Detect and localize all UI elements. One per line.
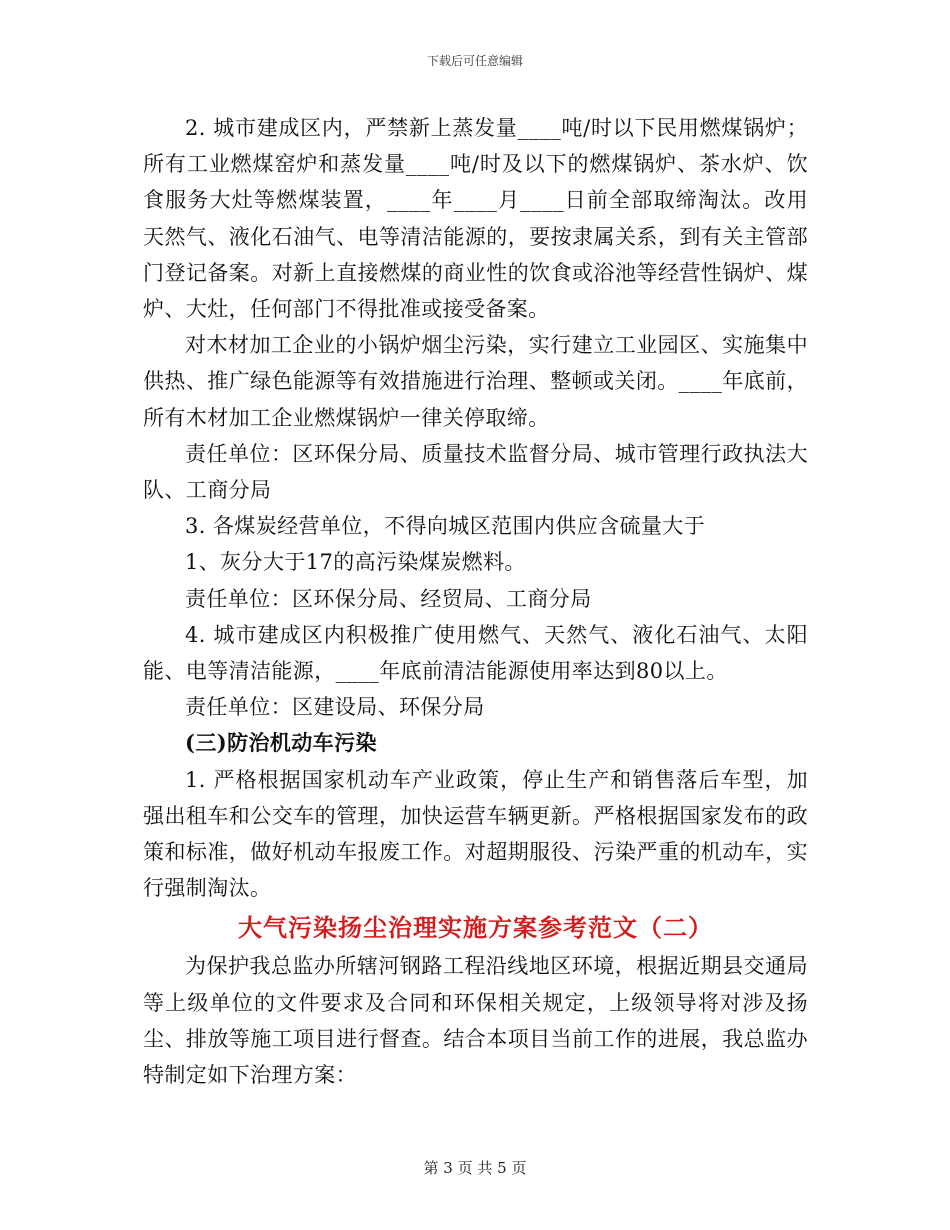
paragraph-ash-content: 1、灰分大于17的高污染煤炭燃料。 — [185, 550, 526, 575]
paragraph-responsible-units: 责任单位：区建设局、环保分局 — [185, 695, 485, 720]
page-footer: 第 3 页 共 5 页 — [423, 1159, 527, 1177]
section-heading: (三)防治机动车污染 — [185, 730, 377, 756]
paragraph-responsible-units: 责任单位：区环保分局、经贸局、工商分局 — [185, 586, 592, 611]
document-body — [143, 110, 808, 1093]
paragraph-wood-processing: 对木材加工企业的小锅炉烟尘污染，实行建立工业园区、实施集中供热、推广绿色能源等有效措施进行治理、整顿或关闭。____年底前，所有木材加工企业燃煤锅炉一律关停取缔。 — [143, 333, 808, 430]
paragraph-responsible-units: 责任单位：区环保分局、质量技术监督分局、城市管理行政执法大队、工商分局 — [143, 441, 808, 503]
page-header: 下载后可任意编辑 — [426, 54, 523, 68]
paragraph-intro: 为保护我总监办所辖河钢路工程沿线地区环境，根据近期县交通局等上级单位的文件要求及合同和环保相关规定，上级领导将对涉及扬尘、排放等施工项目进行督查。结合本项目当前工作的进展，我总监办特制定如下治理方案： — [143, 954, 808, 1088]
paragraph-item-3: 3. 各煤炭经营单位，不得向城区范围内供应含硫量大于 — [185, 514, 706, 539]
document-title: 大气污染扬尘治理实施方案参考范文（二） — [238, 913, 713, 943]
paragraph-item-4: 4. 城市建成区内积极推广使用燃气、天然气、液化石油气、太阳能、电等清洁能源，____年底前清洁能源使用率达到80以上。 — [143, 622, 808, 684]
paragraph-item-2: 2. 城市建成区内，严禁新上蒸发量____吨/时以下民用燃煤锅炉；所有工业燃煤窑炉和蒸发量____吨/时及以下的燃煤锅炉、茶水炉、饮食服务大灶等燃煤装置，____年____月____日前全部取缔淘汰。改用天然气、液化石油气、电等清洁能源的，要按隶属关系，到有关主管部门登记备案。对新上直接燃煤的商业性的饮食或浴池等经营性锅炉、煤炉、大灶，任何部门不得批准或接受备案。 — [143, 116, 808, 322]
paragraph-vehicle-policy: 1. 严格根据国家机动车产业政策，停止生产和销售落后车型，加强出租车和公交车的管理，加快运营车辆更新。严格根据国家发布的政策和标准，做好机动车报废工作。对超期服役、污染严重的机动车，实行强制淘汰。 — [143, 767, 808, 901]
